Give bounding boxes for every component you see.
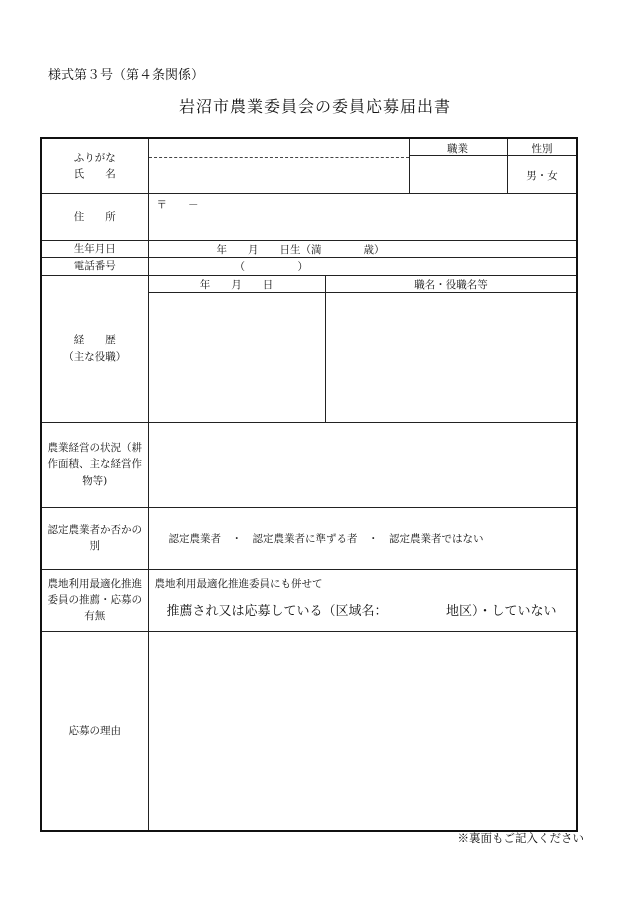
sex-options[interactable]: 男・女 bbox=[526, 170, 558, 182]
name-label bbox=[41, 138, 148, 194]
career-label-text: 経 歴 （主な役職） bbox=[63, 334, 127, 363]
career-position-header: 職名・役職名等 bbox=[414, 278, 488, 291]
phone-row bbox=[41, 258, 577, 275]
furigana-dashed-line bbox=[149, 157, 409, 158]
birthdate-label: 生年月日 bbox=[41, 241, 148, 258]
career-cell bbox=[148, 275, 577, 422]
certified-row bbox=[41, 507, 577, 569]
name-cell[interactable] bbox=[148, 138, 577, 194]
postal-mark: 〒 － bbox=[156, 199, 199, 211]
career-date-header: 年 月 日 bbox=[199, 278, 274, 291]
phone-label: 電話番号 bbox=[41, 258, 148, 275]
promotion-label: 農地利用最適化推進委員の推薦・応募の有無 bbox=[41, 569, 148, 631]
promotion-line2[interactable]: 推薦され又は応募している（区域名： 地区）・していない bbox=[166, 603, 557, 619]
reason-row bbox=[41, 631, 577, 831]
career-date-field[interactable] bbox=[149, 293, 325, 422]
application-form-table bbox=[40, 137, 578, 832]
certified-label: 認定農業者か否かの別 bbox=[41, 507, 148, 569]
reason-field[interactable] bbox=[148, 631, 577, 831]
name-label-text: ふりがな 氏 名 bbox=[73, 151, 116, 180]
career-row bbox=[41, 275, 577, 422]
birthdate-field[interactable]: 年 月 日生（満 歳） bbox=[148, 241, 577, 258]
farm-status-field[interactable] bbox=[148, 422, 577, 507]
form-number: 様式第３号（第４条関係） bbox=[48, 68, 205, 83]
address-row bbox=[41, 194, 577, 241]
promotion-cell[interactable] bbox=[148, 569, 577, 631]
occupation-label: 職業 bbox=[447, 143, 468, 155]
certified-options[interactable]: 認定農業者 ・ 認定農業者に準ずる者 ・ 認定農業者ではない bbox=[148, 507, 577, 569]
address-label: 住 所 bbox=[41, 194, 148, 241]
farm-status-label: 農業経営の状況（耕作面積、主な経営作物等) bbox=[41, 422, 148, 507]
form-title: 岩沼市農業委員会の委員応募届出書 bbox=[178, 97, 451, 116]
address-field[interactable] bbox=[148, 194, 577, 241]
name-row bbox=[41, 138, 577, 194]
promotion-line1: 農地利用最適化推進委員にも併せて bbox=[154, 577, 323, 590]
sex-label: 性別 bbox=[531, 143, 553, 155]
footnote: ※裏面もご記入ください bbox=[457, 831, 584, 845]
phone-field[interactable]: （ ） bbox=[148, 258, 577, 275]
career-label bbox=[41, 275, 148, 422]
reason-label: 応募の理由 bbox=[41, 631, 148, 831]
career-position-field[interactable] bbox=[326, 293, 577, 422]
birthdate-row bbox=[41, 241, 577, 258]
promotion-row bbox=[41, 569, 577, 631]
farm-status-row bbox=[41, 422, 577, 507]
